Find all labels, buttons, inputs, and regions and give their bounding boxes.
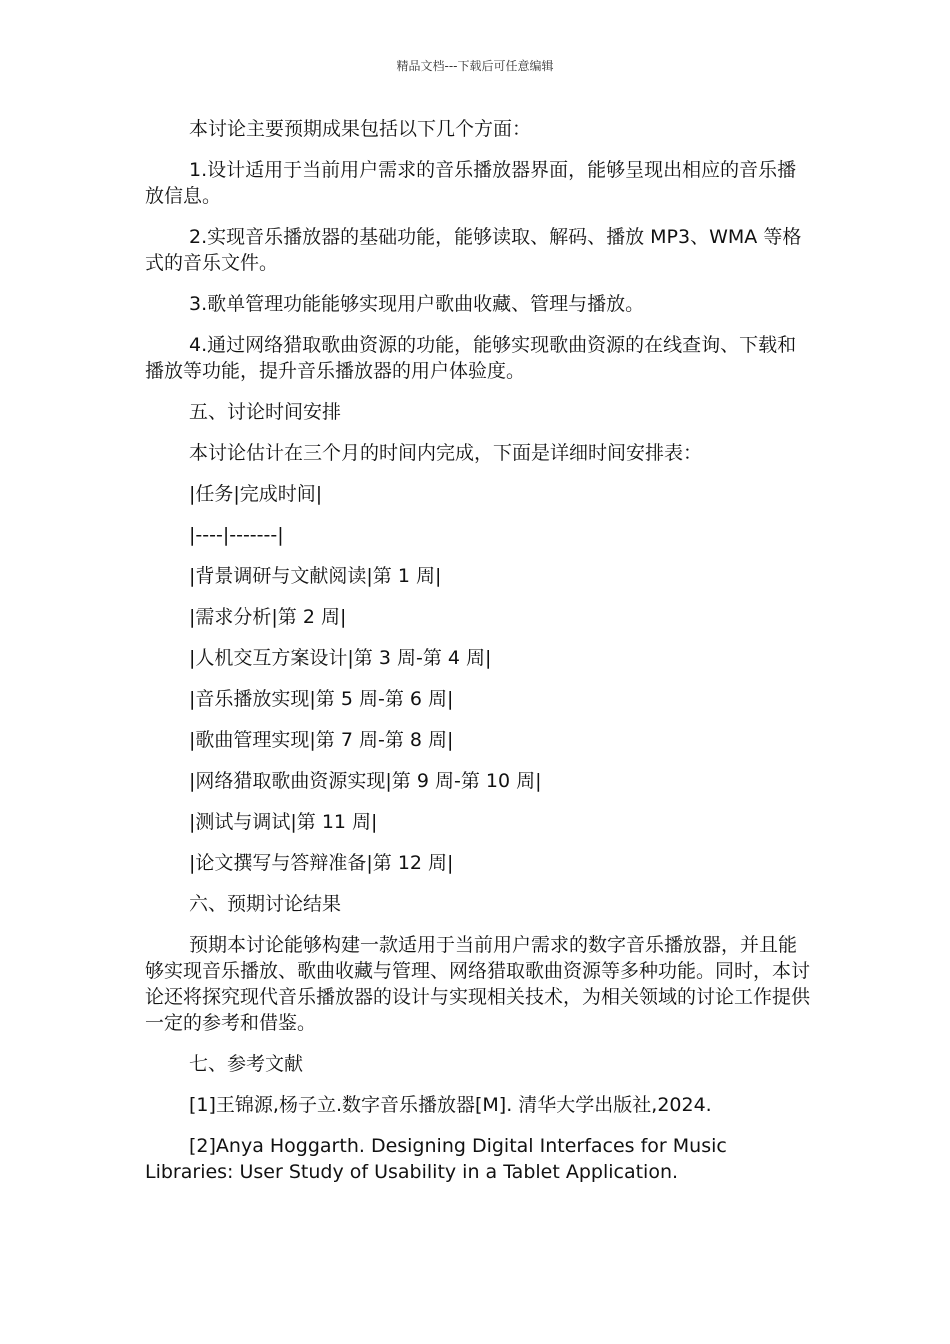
page-header: 精品文档---下载后可任意编辑 [396, 59, 554, 73]
section-heading-references: 七、参考文献 [189, 1053, 304, 1075]
document-body [145, 116, 810, 1200]
intro-paragraph: 本讨论主要预期成果包括以下几个方面： [189, 118, 532, 140]
outcome-item-3: 3.歌单管理功能能够实现用户歌曲收藏、管理与播放。 [189, 293, 645, 315]
schedule-table-row: |音乐播放实现|第 5 周-第 6 周| [189, 688, 454, 710]
reference-item-2: [2]Anya Hoggarth. Designing Digital Interfaces for Music Libraries: User Study of Usability in a Tablet Application. [145, 1135, 727, 1183]
section-heading-schedule: 五、讨论时间安排 [189, 401, 342, 423]
outcome-item-2: 2.实现音乐播放器的基础功能，能够读取、解码、播放 MP3、WMA 等格式的音乐文件。 [145, 226, 802, 274]
schedule-intro: 本讨论估计在三个月的时间内完成，下面是详细时间安排表： [189, 442, 703, 464]
schedule-table-row: |歌曲管理实现|第 7 周-第 8 周| [189, 729, 454, 751]
schedule-table-header: |任务|完成时间| [189, 483, 323, 505]
section-heading-results: 六、预期讨论结果 [189, 893, 342, 915]
schedule-table-row: |需求分析|第 2 周| [189, 606, 347, 628]
outcome-item-4: 4.通过网络猎取歌曲资源的功能，能够实现歌曲资源的在线查询、下载和播放等功能，提升音乐播放器的用户体验度。 [145, 334, 797, 382]
schedule-table-row: |测试与调试|第 11 周| [189, 811, 378, 833]
reference-item-1: [1]王锦源,杨子立.数字音乐播放器[M]. 清华大学出版社,2024. [189, 1094, 712, 1116]
schedule-table-row: |背景调研与文献阅读|第 1 周| [189, 565, 442, 587]
schedule-table-row: |论文撰写与答辩准备|第 12 周| [189, 852, 454, 874]
outcome-item-1: 1.设计适用于当前用户需求的音乐播放器界面，能够呈现出相应的音乐播放信息。 [145, 159, 797, 207]
schedule-table-separator: |----|-------| [189, 524, 284, 546]
results-paragraph: 预期本讨论能够构建一款适用于当前用户需求的数字音乐播放器，并且能够实现音乐播放、歌曲收藏与管理、网络猎取歌曲资源等多种功能。同时，本讨论还将探究现代音乐播放器的设计与实现相关技术，为相关领域的讨论工作提供一定的参考和借鉴。 [145, 934, 811, 1034]
schedule-table-row: |网络猎取歌曲资源实现|第 9 周-第 10 周| [189, 770, 542, 792]
schedule-table-row: |人机交互方案设计|第 3 周-第 4 周| [189, 647, 492, 669]
